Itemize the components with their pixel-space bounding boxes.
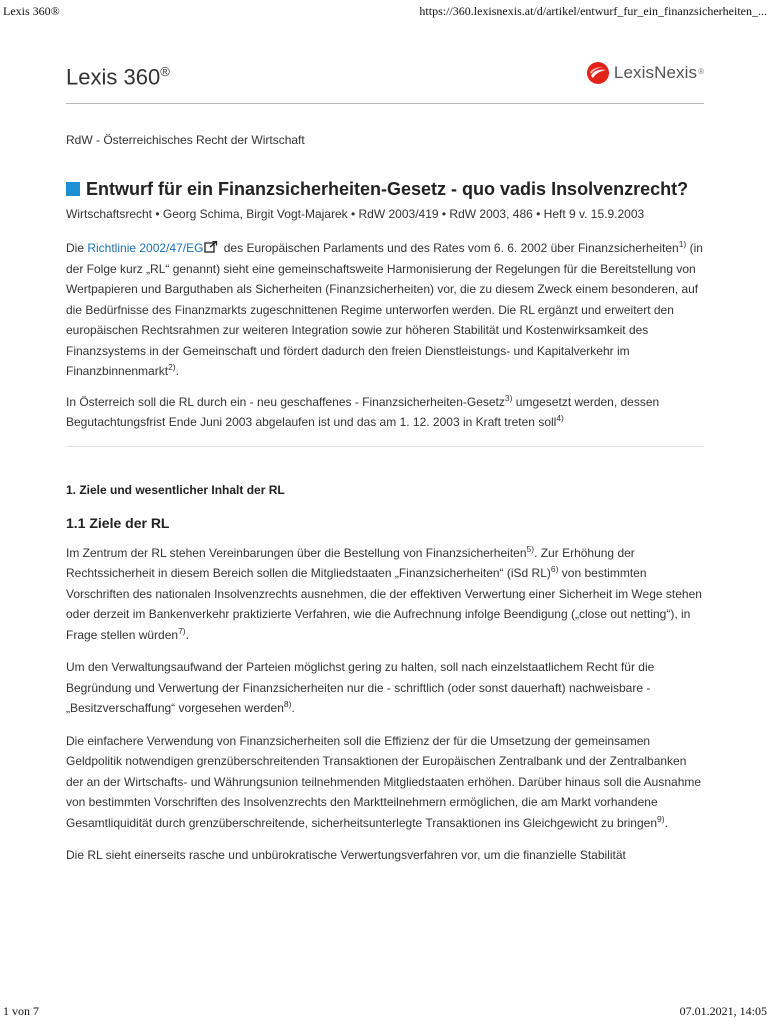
- footnote-ref[interactable]: 3): [504, 392, 513, 403]
- article-content: [66, 133, 704, 866]
- logo-text: LexisNexis: [613, 63, 698, 82]
- paragraph-6: Die RL sieht einerseits rasche und unbürokratische Verwertungsverfahren vor, um die finanzielle Stabilität: [66, 848, 626, 862]
- paragraph-4: Um den Verwaltungsaufwand der Parteien möglichst gering zu halten, soll nach einzelstaatlichem Recht für die Begründung und Verwertung der Finanzsicherheiten nur die - schriftlich (oder sonst dauerhaft) nachweisbare - „Besitzverschaffung“ vorgesehen werden$^{8)}$.: [66, 660, 655, 715]
- section-heading-1: 1. Ziele und wesentlicher Inhalt der RL: [66, 482, 285, 497]
- section-divider: [66, 446, 704, 447]
- footnote-ref[interactable]: 2): [168, 362, 176, 372]
- brand-title[interactable]: Lexis 360®: [66, 64, 170, 90]
- lexisnexis-logo[interactable]: [586, 58, 704, 88]
- print-timestamp: 07.01.2021, 14:05: [679, 1004, 767, 1018]
- logo-reg: ®: [698, 66, 704, 76]
- journal-name: RdW - Österreichisches Recht der Wirtschaft: [66, 133, 305, 147]
- footnote-ref[interactable]: 7): [178, 625, 186, 636]
- print-header-url: https://360.lexisnexis.at/d/artikel/entwurf_fur_ein_finanzsicherheiten_...: [419, 4, 767, 18]
- paragraph-3: Im Zentrum der RL stehen Vereinbarungen über die Bestellung von Finanzsicherheiten$^{5)}$. Zur Erhöhung der Rechtssicherheit in diesem Bereich sollen die Mitgliedstaaten „Finanzsicherheiten“ (iSd RL)$^{6)}$ von bestimmten Vorschriften des nationalen Insolvenzrechts ausnehmen, die der effektiven Verwertung einer Sicherheit im Wege stehen oder derzeit im Bankenverkehr praktizierte Verfahren, wie die Aufrechnung infolge Beendigung („close out netting“), in Frage stellen würden$^{7)}$.: [66, 543, 702, 642]
- article-title: [66, 178, 704, 200]
- page-number: 1 von 7: [3, 1004, 39, 1018]
- paragraph-5: Die einfachere Verwendung von Finanzsicherheiten soll die Effizienz der für die Umsetzung der gemeinsamen Geldpolitik notwendigen grenzüberschreitenden Transaktionen der Europäischen Zentralbank und der Zentralbanken der an der Wirtschafts- und Währungsunion teilnehmenden Mitgliedstaaten erhöhen. Darüber hinaus soll die Ausnahme von bestimmten Vorschriften des Insolvenzrechts den Marktteilnehmern ermöglichen, die am Markt vorhandene Gesamtliquidität durch grenzüberschreitende, sicherheitsunterlegte Transaktionen ins Gleichgewicht zu bringen$^{9)}$.: [66, 733, 702, 830]
- footnote-ref[interactable]: 5): [526, 543, 535, 554]
- footnote-ref[interactable]: 8): [283, 699, 292, 709]
- print-header: [3, 4, 767, 20]
- footnote-ref[interactable]: 1): [678, 239, 687, 249]
- print-header-title: Lexis 360®: [3, 4, 60, 18]
- external-link-icon[interactable]: [204, 241, 218, 253]
- footnote-ref[interactable]: 4): [556, 413, 564, 423]
- title-marker-icon: [66, 182, 80, 196]
- section-heading-1-1: 1.1 Ziele der RL: [66, 514, 170, 531]
- paragraph-2: In Österreich soll die RL durch ein - neu geschaffenes - Finanzsicherheiten-Gesetz$^{3)}$ umgesetzt werden, dessen Begutachtungsfrist Ende Juni 2003 abgelaufen ist und das am 1. 12. 2003 in Kraft treten soll$^{4)}$: [66, 392, 660, 429]
- paragraph-1: Die Richtlinie 2002/47/EG des Europäischen Parlaments und des Rates vom 6. 6. 2002 über Finanzsicherheiten$^{1)}$ (in der Folge kurz „RL“ genannt) sieht eine gemeinschaftsweite Harmonisierung der Regelungen für die Bereitstellung von Wertpapieren und Barguthaben als Sicherheiten (Finanzsicherheiten) vor, die zu diesem Zweck einem besonderen, auf die Bedürfnisse des Finanzmarkts zugeschnittenen Regime unterworfen werden. Die RL ergänzt und erweitert den europäischen Rechtsrahmen zur weiteren Integration sowie zur höheren Stabilität und Kostenwirksamkeit des Finanzsystems in der Gemeinschaft und fördert dadurch den freien Dienstleistungs- und Kapitalverkehr im Finanzbinnenmarkt$^{2)}$.: [66, 239, 703, 378]
- brand-bar: [66, 58, 704, 104]
- directive-link[interactable]: Richtlinie 2002/47/EG: [87, 241, 204, 255]
- footnote-ref[interactable]: 9): [657, 813, 665, 824]
- article-title-text: Entwurf für ein Finanzsicherheiten-Gesetz - quo vadis Insolvenzrecht?: [86, 179, 689, 199]
- footnote-ref[interactable]: 6): [550, 564, 559, 574]
- article-meta: Wirtschaftsrecht • Georg Schima, Birgit Vogt-Majarek • RdW 2003/419 • RdW 2003, 486 • Heft 9 v. 15.9.2003: [66, 207, 645, 221]
- print-footer: [3, 1004, 767, 1020]
- lexisnexis-logo-icon: [586, 61, 610, 85]
